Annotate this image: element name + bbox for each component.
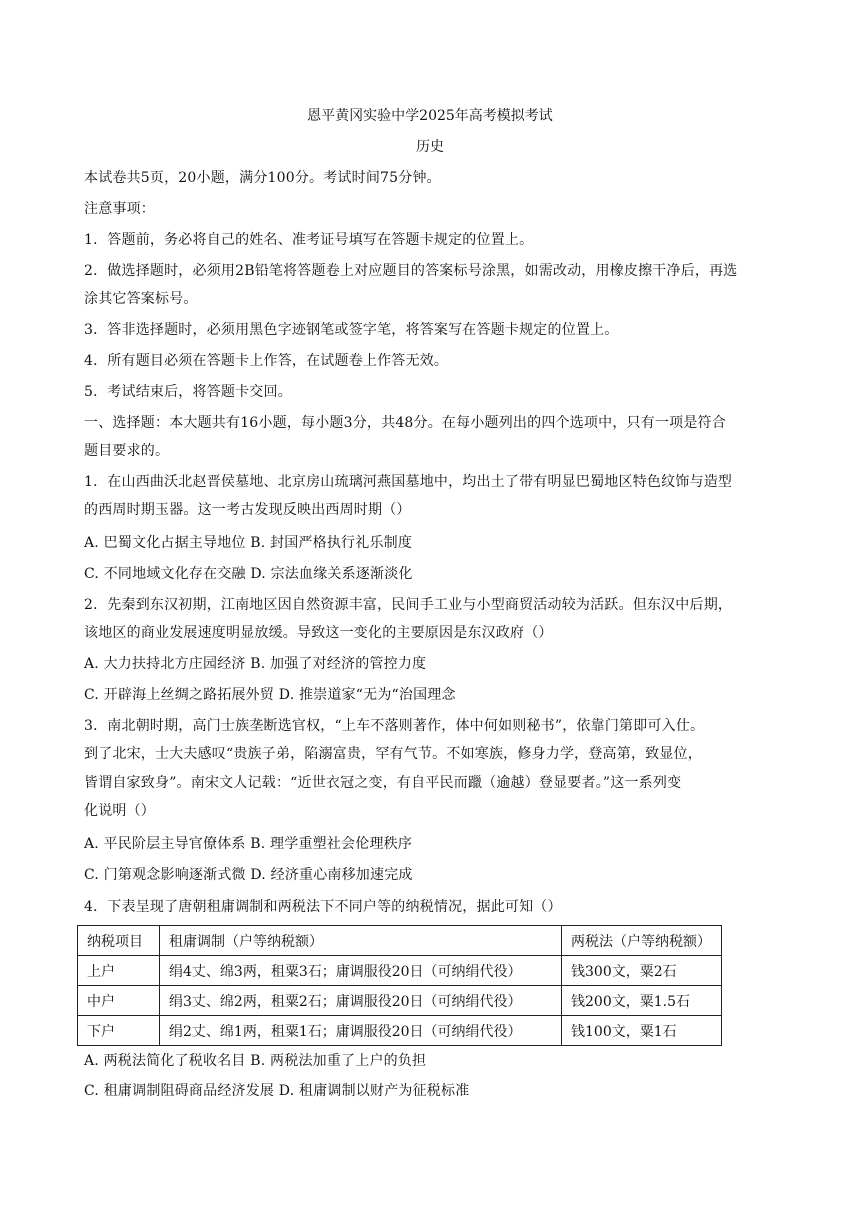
note-item: 2．做选择题时，必须用2B铅笔将答题卷上对应题目的答案标号涂黑，如需改动，用橡皮擦干净后，再选 <box>84 263 738 279</box>
note-item: 5．考试结束后，将答题卡交回。 <box>84 384 292 400</box>
question-4-stem: 4．下表呈现了唐朝租庸调制和两税法下不同户等的纳税情况，据此可知（） <box>84 899 562 915</box>
question-1-stem: 的西周时期玉器。这一考古发现反映出西周时期（） <box>84 502 411 518</box>
question-2-stem: 该地区的商业发展速度明显放缓。导致这一变化的主要原因是东汉政府（） <box>84 625 553 641</box>
question-1-stem: 1．在山西曲沃北赵晋侯墓地、北京房山琉璃河燕国墓地中，均出土了带有明显巴蜀地区特色纹饰与造型 <box>84 474 733 490</box>
exam-subject: 历史 <box>416 139 444 155</box>
section-heading-continued: 题目要求的。 <box>84 443 170 459</box>
question-2-stem: 2．先秦到东汉初期，江南地区因自然资源丰富，民间手工业与小型商贸活动较为活跃。但东汉中后期， <box>84 597 733 613</box>
question-3-stem: 皆谓自家致身”。南宋文人记载：“近世衣冠之变，有自平民而躐（逾越）登显要者。”这一系列变 <box>84 775 682 791</box>
note-item-continued: 涂其它答案标号。 <box>84 291 198 307</box>
question-1-options: A. 巴蜀文化占据主导地位 B. 封国严格执行礼乐制度 <box>84 535 413 551</box>
table-cell: 钱300文，粟2石 <box>562 956 722 986</box>
table-cell: 钱200文，粟1.5石 <box>562 986 722 1016</box>
table-row <box>78 956 722 986</box>
table-header-row <box>78 926 722 956</box>
note-item: 3．答非选择题时，必须用黑色字迹钢笔或签字笔，将答案写在答题卡规定的位置上。 <box>84 322 619 338</box>
table-cell: 上户 <box>78 956 160 986</box>
question-3-options: A. 平民阶层主导官僚体系 B. 理学重塑社会伦理秩序 <box>84 836 413 852</box>
exam-title: 恩平黄冈实验中学2025年高考模拟考试 <box>307 108 553 124</box>
question-1-options: C. 不同地域文化存在交融 D. 宗法血缘关系逐渐淡化 <box>84 566 413 582</box>
table-row <box>78 1016 722 1046</box>
note-item: 4．所有题目必须在答题卡上作答，在试题卷上作答无效。 <box>84 353 449 369</box>
question-3-options: C. 门第观念影响逐渐式微 D. 经济重心南移加速完成 <box>84 867 413 883</box>
table-header-cell: 两税法（户等纳税额） <box>562 926 722 956</box>
table-cell: 绢2丈、绵1两，租粟1石；庸调服役20日（可纳绢代役） <box>160 1016 562 1046</box>
table-cell: 中户 <box>78 986 160 1016</box>
table-header-cell: 租庸调制（户等纳税额） <box>160 926 562 956</box>
table-cell: 绢4丈、绵3两，租粟3石；庸调服役20日（可纳绢代役） <box>160 956 562 986</box>
table-cell: 钱100文，粟1石 <box>562 1016 722 1046</box>
question-3-stem: 3．南北朝时期，高门士族垄断选官权，“上车不落则著作，体中何如则秘书”，依靠门第即可入仕。 <box>84 718 705 734</box>
question-4-options: A. 两税法简化了税收名目 B. 两税法加重了上户的负担 <box>84 1053 427 1069</box>
question-2-options: A. 大力扶持北方庄园经济 B. 加强了对经济的管控力度 <box>84 656 427 672</box>
tax-comparison-table <box>77 925 722 1046</box>
question-2-options: C. 开辟海上丝绸之路拓展外贸 D. 推崇道家“无为“治国理念 <box>84 687 456 703</box>
table-cell: 下户 <box>78 1016 160 1046</box>
exam-summary: 本试卷共5页，20小题，满分100分。考试时间75分钟。 <box>84 170 441 186</box>
question-3-stem: 化说明（） <box>84 803 155 819</box>
section-heading: 一、选择题：本大题共有16小题，每小题3分，共48分。在每小题列出的四个选项中，只有一项是符合 <box>84 415 726 431</box>
question-3-stem: 到了北宋，士大夫感叹“贵族子弟，陷溺富贵，罕有气节。不如寒族，修身力学，登高第，致显位， <box>84 746 702 762</box>
table-cell: 绢3丈、绵2两，租粟2石；庸调服役20日（可纳绢代役） <box>160 986 562 1016</box>
note-item: 1．答题前，务必将自己的姓名、准考证号填写在答题卡规定的位置上。 <box>84 232 534 248</box>
table-row <box>78 986 722 1016</box>
notes-heading: 注意事项： <box>84 201 155 217</box>
table-header-cell: 纳税项目 <box>78 926 160 956</box>
question-4-options: C. 租庸调制阻碍商品经济发展 D. 租庸调制以财产为征税标准 <box>84 1083 470 1099</box>
